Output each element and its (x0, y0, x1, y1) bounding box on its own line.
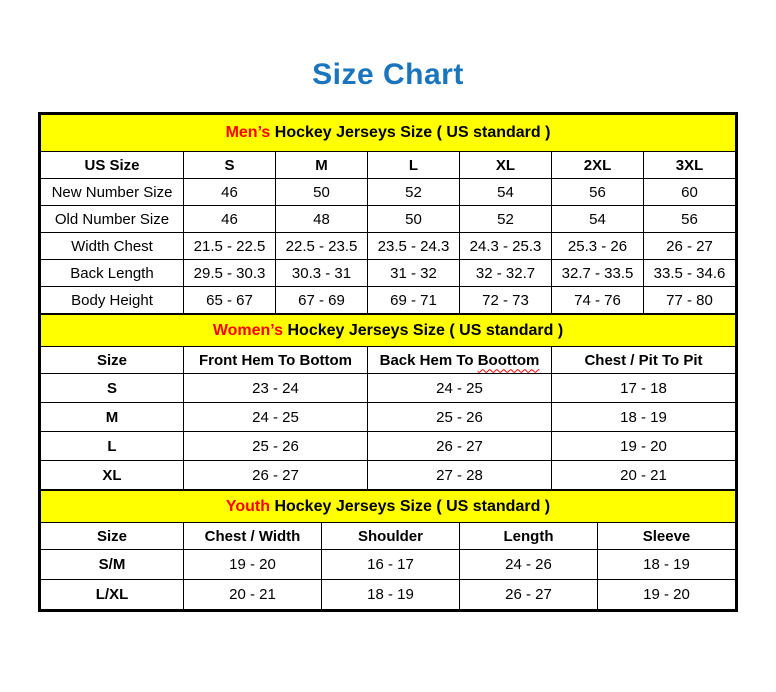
youth-col-header-length: Length (460, 523, 598, 550)
table-cell: 23 - 24 (184, 374, 368, 403)
table-cell: 67 - 69 (276, 287, 368, 314)
table-cell: 18 - 19 (322, 580, 460, 610)
table-cell: 19 - 20 (552, 432, 736, 461)
table-cell: 24 - 25 (184, 403, 368, 432)
size-tables (38, 112, 738, 612)
mens-col-header-xl: XL (460, 152, 552, 179)
table-cell: 25 - 26 (184, 432, 368, 461)
table-row (41, 461, 736, 490)
table-cell: 26 - 27 (644, 233, 736, 260)
table-cell: 23.5 - 24.3 (368, 233, 460, 260)
mens-col-header-s: S (184, 152, 276, 179)
table-cell: 77 - 80 (644, 287, 736, 314)
womens-section-header (41, 315, 736, 347)
table-cell: 16 - 17 (322, 550, 460, 580)
table-cell: 26 - 27 (460, 580, 598, 610)
mens-section-header (41, 115, 736, 152)
table-cell: 72 - 73 (460, 287, 552, 314)
youth-header-row (41, 523, 736, 550)
row-label: M (41, 403, 184, 432)
table-cell: 22.5 - 23.5 (276, 233, 368, 260)
table-cell: 21.5 - 22.5 (184, 233, 276, 260)
back-hem-prefix: Back Hem To (379, 351, 478, 369)
youth-section-header (41, 491, 736, 523)
table-cell: 32 - 32.7 (460, 260, 552, 287)
table-cell: 74 - 76 (552, 287, 644, 314)
mens-col-header-2xl: 2XL (552, 152, 644, 179)
table-cell: 20 - 21 (184, 580, 322, 610)
mens-col-header-us-size: US Size (41, 152, 184, 179)
youth-section-band (41, 491, 736, 523)
table-cell: 26 - 27 (368, 432, 552, 461)
table-cell: 50 (368, 206, 460, 233)
mens-section-band (41, 115, 736, 152)
table-cell: 60 (644, 179, 736, 206)
youth-section-title-rest: Hockey Jerseys Size ( US standard ) (270, 497, 551, 515)
table-cell: 18 - 19 (552, 403, 736, 432)
table-row (41, 206, 736, 233)
table-cell: 31 - 32 (368, 260, 460, 287)
table-cell: 32.7 - 33.5 (552, 260, 644, 287)
table-cell: 24 - 25 (368, 374, 552, 403)
mens-header-row (41, 152, 736, 179)
mens-col-header-l: L (368, 152, 460, 179)
table-row (41, 287, 736, 314)
youth-size-table (40, 490, 736, 610)
row-label: S (41, 374, 184, 403)
row-label: L (41, 432, 184, 461)
mens-col-header-3xl: 3XL (644, 152, 736, 179)
table-cell: 54 (552, 206, 644, 233)
mens-section-highlight: Men’s (225, 124, 271, 141)
table-cell: 18 - 19 (598, 550, 736, 580)
mens-col-header-m: M (276, 152, 368, 179)
youth-section-highlight: Youth (225, 497, 270, 515)
table-cell: 24.3 - 25.3 (460, 233, 552, 260)
table-cell: 50 (276, 179, 368, 206)
row-label: New Number Size (41, 179, 184, 206)
table-cell: 20 - 21 (552, 461, 736, 490)
table-cell: 33.5 - 34.6 (644, 260, 736, 287)
womens-col-header-front-hem: Front Hem To Bottom (184, 347, 368, 374)
table-row (41, 432, 736, 461)
table-cell: 48 (276, 206, 368, 233)
table-cell: 54 (460, 179, 552, 206)
table-cell: 52 (368, 179, 460, 206)
table-cell: 29.5 - 30.3 (184, 260, 276, 287)
table-cell: 17 - 18 (552, 374, 736, 403)
womens-header-row (41, 347, 736, 374)
row-label: Back Length (41, 260, 184, 287)
table-row (41, 260, 736, 287)
womens-col-header-size: Size (41, 347, 184, 374)
table-cell: 65 - 67 (184, 287, 276, 314)
youth-col-header-chest-width: Chest / Width (184, 523, 322, 550)
row-label: Old Number Size (41, 206, 184, 233)
table-cell: 27 - 28 (368, 461, 552, 490)
table-cell: 52 (460, 206, 552, 233)
row-label: L/XL (41, 580, 184, 610)
table-row (41, 403, 736, 432)
row-label: Width Chest (41, 233, 184, 260)
table-row (41, 580, 736, 610)
row-label: XL (41, 461, 184, 490)
table-cell: 19 - 20 (598, 580, 736, 610)
table-row (41, 179, 736, 206)
youth-col-header-size: Size (41, 523, 184, 550)
page-title: Size Chart (312, 58, 464, 91)
womens-section-title-rest: Hockey Jerseys Size ( US standard ) (283, 321, 564, 339)
womens-col-header-back-hem (368, 347, 552, 374)
table-cell: 26 - 27 (184, 461, 368, 490)
table-row (41, 374, 736, 403)
table-row (41, 550, 736, 580)
youth-col-header-shoulder: Shoulder (322, 523, 460, 550)
back-hem-misspelled-word: Boottom (477, 351, 540, 369)
womens-section-highlight: Women’s (212, 321, 284, 339)
table-cell: 24 - 26 (460, 550, 598, 580)
mens-size-table (40, 114, 736, 314)
table-row (41, 233, 736, 260)
womens-size-table (40, 314, 736, 490)
womens-section-band (41, 315, 736, 347)
table-cell: 56 (644, 206, 736, 233)
table-cell: 25 - 26 (368, 403, 552, 432)
table-cell: 69 - 71 (368, 287, 460, 314)
table-cell: 46 (184, 179, 276, 206)
row-label: S/M (41, 550, 184, 580)
mens-section-title-rest: Hockey Jerseys Size ( US standard ) (270, 124, 551, 141)
row-label: Body Height (41, 287, 184, 314)
table-cell: 46 (184, 206, 276, 233)
table-cell: 19 - 20 (184, 550, 322, 580)
size-chart-page (0, 58, 776, 612)
womens-col-header-chest: Chest / Pit To Pit (552, 347, 736, 374)
table-cell: 25.3 - 26 (552, 233, 644, 260)
youth-col-header-sleeve: Sleeve (598, 523, 736, 550)
table-cell: 30.3 - 31 (276, 260, 368, 287)
table-cell: 56 (552, 179, 644, 206)
